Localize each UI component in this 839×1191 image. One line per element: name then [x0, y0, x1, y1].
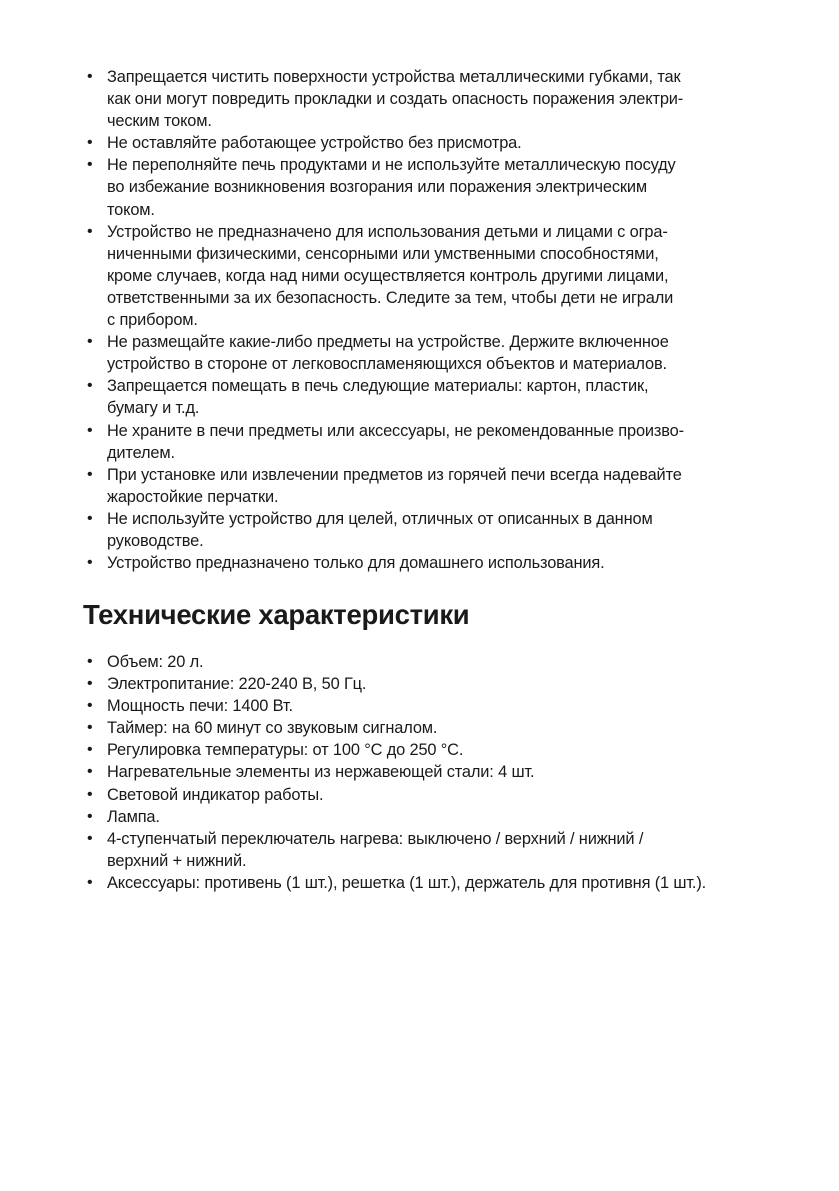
list-item-line: Электропитание: 220-240 В, 50 Гц.	[107, 675, 367, 694]
list-item	[83, 132, 773, 154]
list-item-line: во избежание возникновения возгорания или поражения электрическим	[107, 178, 648, 197]
list-item-line: Аксессуары: противень (1 шт.), решетка (1 шт.), держатель для противня (1 шт.).	[107, 873, 707, 892]
list-item-line: 4-ступенчатый переключатель нагрева: выключено / верхний / нижний /	[107, 829, 644, 848]
list-item	[83, 872, 773, 894]
bullet-icon: •	[87, 697, 93, 715]
list-item	[83, 66, 773, 132]
bullet-icon: •	[87, 465, 93, 483]
list-item-line: Запрещается чистить поверхности устройства металлическими губками, так	[107, 68, 681, 86]
bullet-icon: •	[87, 509, 93, 527]
bullet-icon: •	[87, 333, 93, 351]
list-item	[83, 784, 773, 806]
list-item	[83, 552, 773, 574]
bullet-icon: •	[87, 222, 93, 240]
list-item	[83, 806, 773, 828]
bullet-icon: •	[87, 68, 93, 85]
list-item	[83, 464, 773, 508]
bullet-icon: •	[87, 829, 93, 847]
bullet-icon: •	[87, 134, 93, 152]
list-item	[83, 828, 773, 872]
list-item-line: руководстве.	[107, 531, 204, 550]
bullet-icon: •	[87, 807, 93, 825]
list-item-line: Устройство предназначено только для домашнего использования.	[107, 554, 605, 573]
list-item-line: Запрещается помещать в печь следующие материалы: картон, пластик,	[107, 377, 649, 396]
list-item-line: как они могут повредить прокладки и создать опасность поражения электри-	[107, 90, 684, 109]
list-item-line: Не оставляйте работающее устройство без присмотра.	[107, 134, 522, 153]
list-item-line: Не размещайте какие-либо предметы на устройстве. Держите включенное	[107, 333, 669, 352]
list-item-line: Нагревательные элементы из нержавеющей стали: 4 шт.	[107, 763, 535, 782]
list-item-line: кроме случаев, когда над ними осуществляется контроль другими лицами,	[107, 266, 669, 285]
bullet-icon: •	[87, 156, 93, 174]
list-item-line: бумагу и т.д.	[107, 399, 200, 418]
list-item	[83, 331, 773, 375]
list-item-line: Таймер: на 60 минут со звуковым сигналом.	[107, 719, 438, 738]
specs-list	[83, 651, 773, 894]
bullet-icon: •	[87, 377, 93, 395]
list-item	[83, 221, 773, 331]
list-item	[83, 717, 773, 739]
list-item-line: При установке или извлечении предметов из горячей печи всегда надевайте	[107, 465, 682, 484]
bullet-icon: •	[87, 421, 93, 439]
list-item	[83, 375, 773, 419]
list-item	[83, 761, 773, 783]
list-item-line: током.	[107, 200, 155, 219]
list-item	[83, 508, 773, 552]
list-item-line: Световой индикатор работы.	[107, 785, 324, 804]
list-item-line: Устройство не предназначено для использования детьми и лицами с огра-	[107, 222, 668, 241]
list-item-line: ниченными физическими, сенсорными или умственными способностями,	[107, 244, 659, 263]
bullet-icon: •	[87, 873, 93, 891]
list-item	[83, 651, 773, 673]
bullet-icon: •	[87, 785, 93, 803]
bullet-icon: •	[87, 675, 93, 693]
list-item	[83, 673, 773, 695]
bullet-icon: •	[87, 653, 93, 670]
list-item-line: Мощность печи: 1400 Вт.	[107, 697, 293, 716]
list-item	[83, 154, 773, 220]
list-item-line: ответственными за их безопасность. Следите за тем, чтобы дети не играли	[107, 288, 674, 307]
list-item-line: ческим током.	[107, 112, 212, 131]
list-item	[83, 739, 773, 761]
bullet-icon: •	[87, 554, 93, 572]
list-item-line: Регулировка температуры: от 100 °С до 250 °С.	[107, 741, 464, 760]
list-item-line: Лампа.	[107, 807, 160, 826]
list-item-line: Объем: 20 л.	[107, 653, 204, 671]
list-item-line: Не используйте устройство для целей, отличных от описанных в данном	[107, 509, 653, 528]
section-title: Технические характеристики	[83, 599, 470, 630]
list-item	[83, 695, 773, 717]
bullet-icon: •	[87, 719, 93, 737]
list-item-line: верхний + нижний.	[107, 851, 247, 870]
list-item-line: устройство в стороне от легковоспламеняющихся объектов и материалов.	[107, 355, 667, 374]
bullet-icon: •	[87, 763, 93, 781]
list-item-line: дителем.	[107, 443, 175, 462]
list-item-line: жаростойкие перчатки.	[107, 487, 279, 506]
bullet-icon: •	[87, 741, 93, 759]
list-item-line: Не переполняйте печь продуктами и не используйте металлическую посуду	[107, 156, 676, 175]
list-item-line: с прибором.	[107, 311, 198, 330]
safety-instructions-list	[83, 66, 773, 574]
list-item	[83, 420, 773, 464]
list-item-line: Не храните в печи предметы или аксессуары, не рекомендованные произво-	[107, 421, 684, 440]
